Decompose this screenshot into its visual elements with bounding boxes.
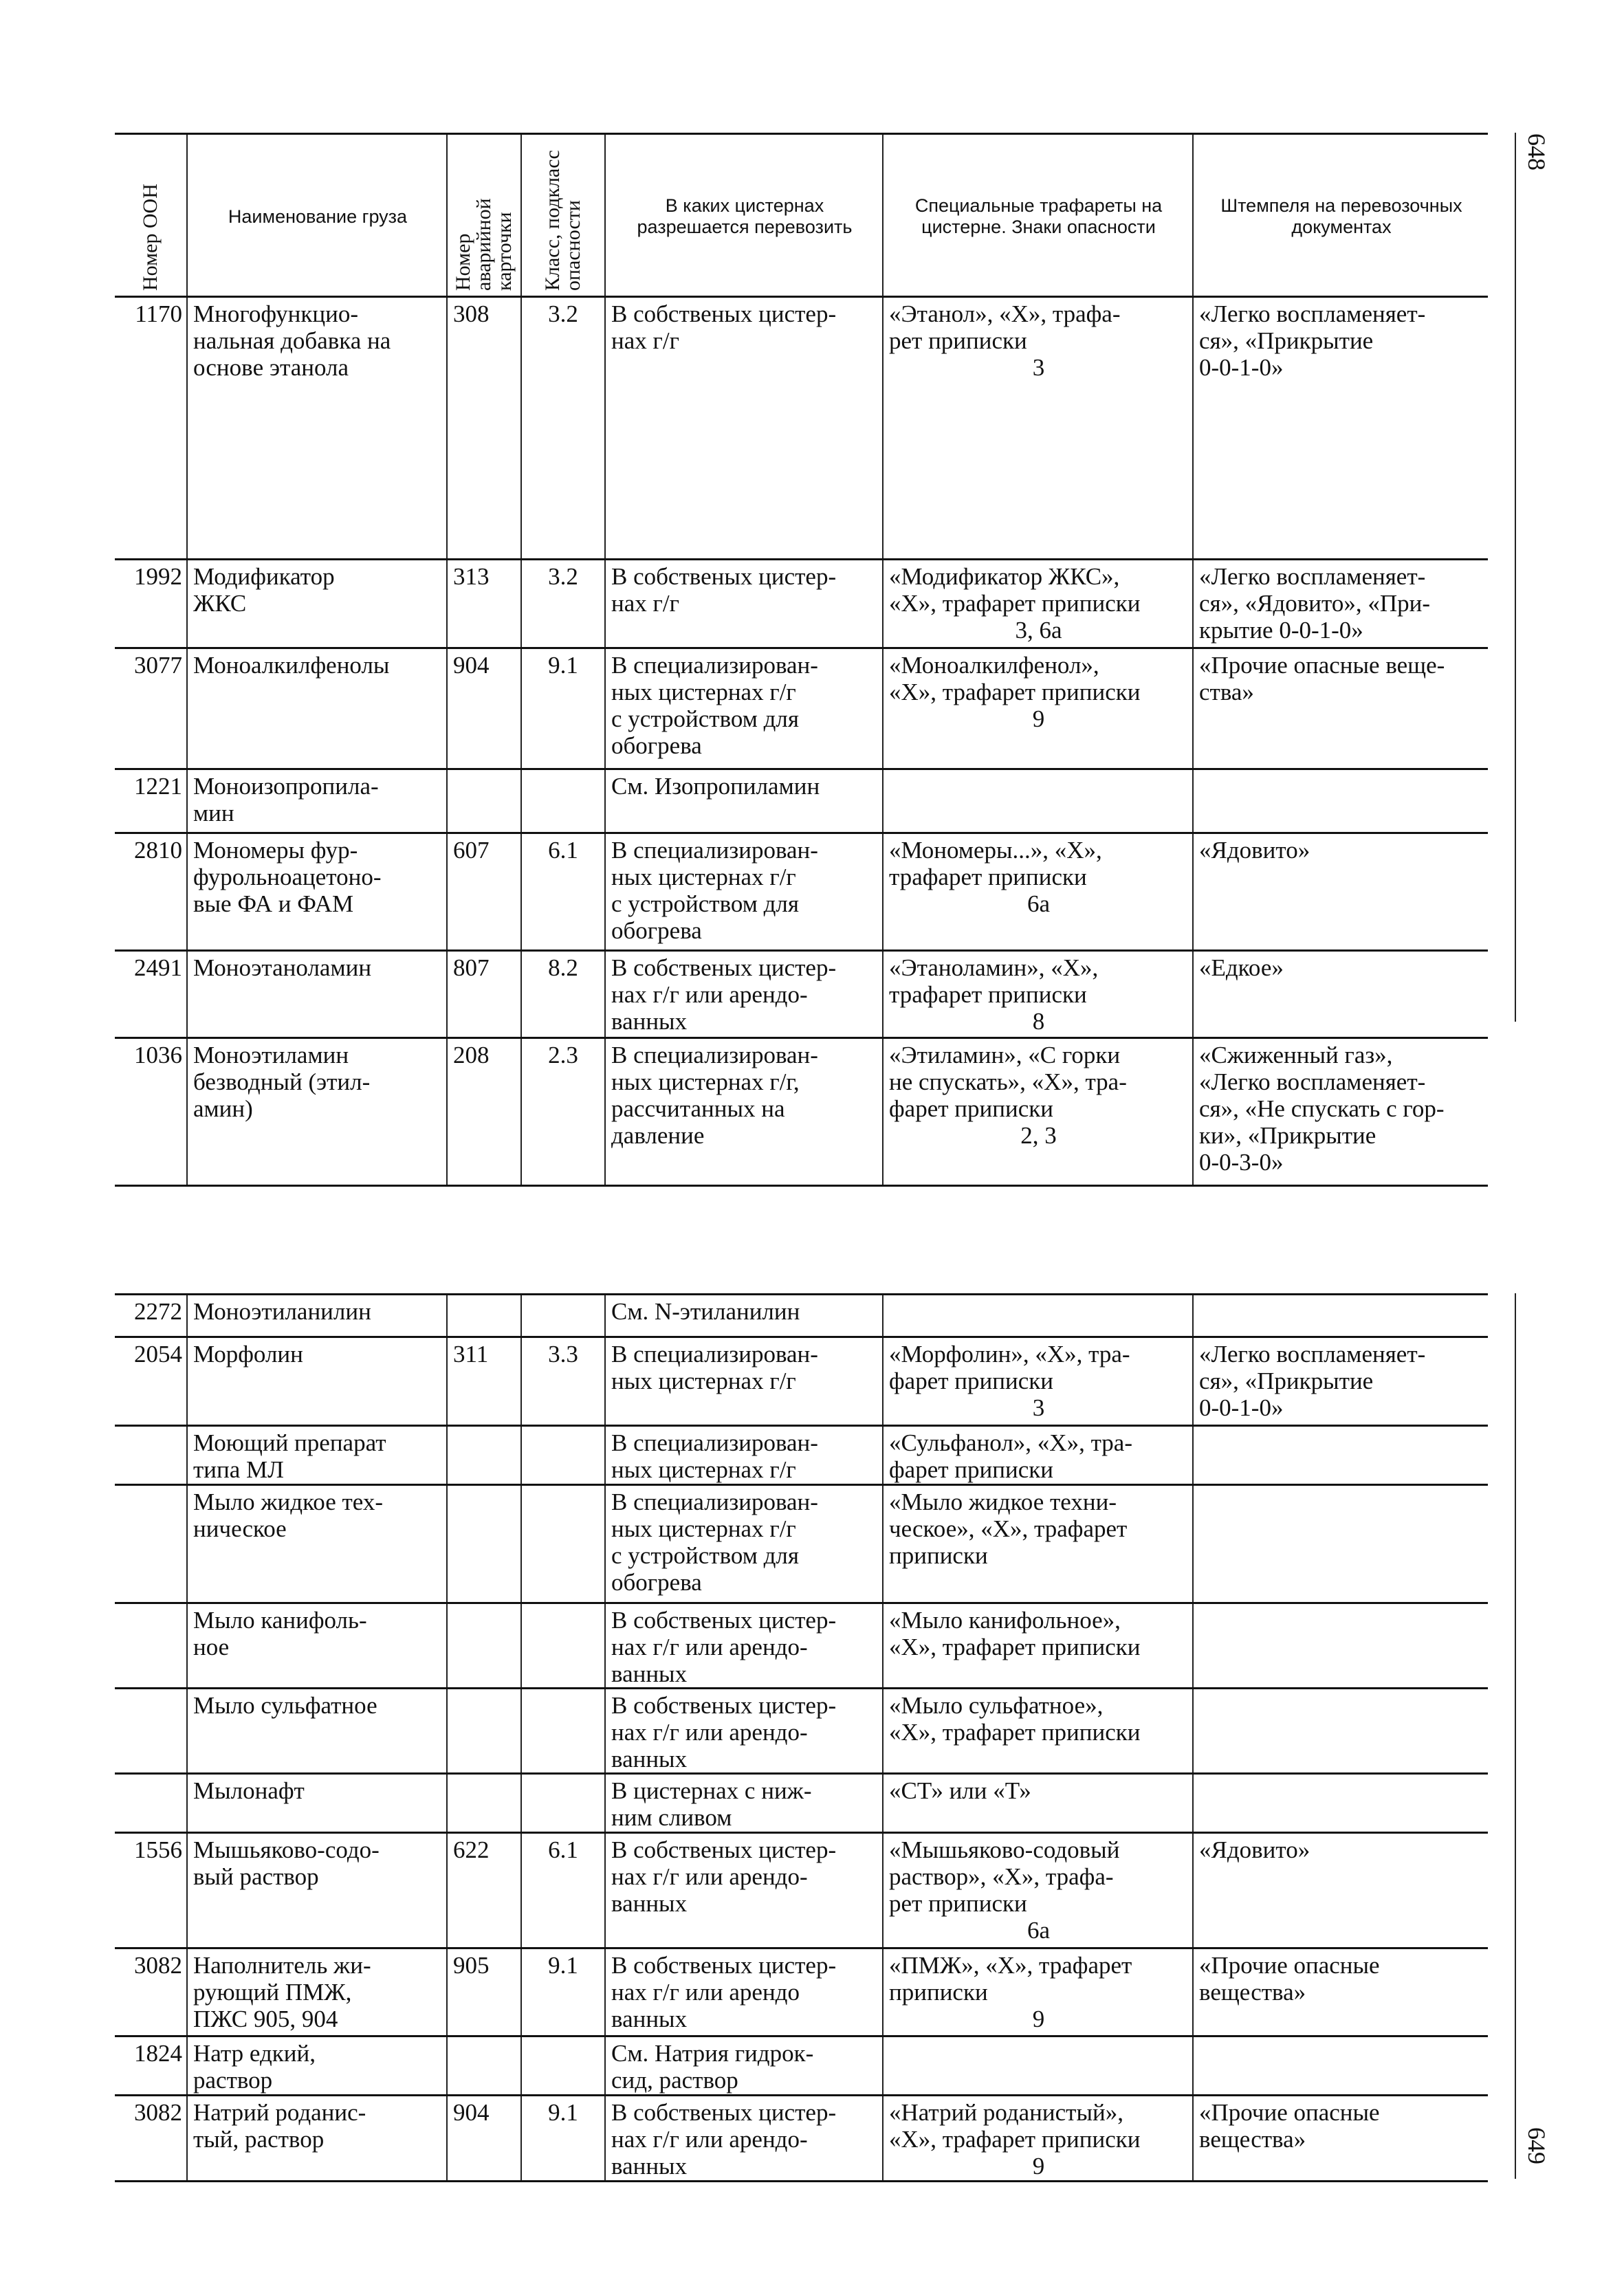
stencil-text: «Мыло канифольное», «Х», трафарет приписки — [889, 1607, 1141, 1660]
cell-stencils — [883, 2036, 1193, 2096]
stencil-text: «Моноалкилфенол», «Х», трафарет приписки — [889, 652, 1141, 705]
cell-hazard-class: 3.3 — [521, 1337, 605, 1426]
margin-rule-top — [1515, 133, 1516, 1022]
cell-tank-types: В специализирован- ных цистернах г/г с устройством для обогрева — [605, 648, 883, 769]
cell-un-number — [115, 1485, 187, 1603]
stencil-text: «Сульфанол», «Х», тра- фарет приписки — [889, 1429, 1132, 1483]
stencil-text: «Морфолин», «Х», тра- фарет приписки — [889, 1341, 1130, 1394]
cell-stamps: «Ядовито» — [1193, 833, 1488, 951]
cell-stamps — [1193, 1295, 1488, 1337]
cell-tank-types: См. N-этиланилин — [605, 1295, 883, 1337]
cell-stencils — [883, 648, 1193, 769]
cell-stamps — [1193, 1774, 1488, 1833]
hazard-sign-number: 9 — [1032, 705, 1045, 732]
cell-emergency-card — [447, 1485, 521, 1603]
cell-hazard-class: 3.2 — [521, 560, 605, 648]
cell-emergency-card: 313 — [447, 560, 521, 648]
cell-un-number: 2491 — [115, 951, 187, 1038]
cell-hazard-class — [521, 1774, 605, 1833]
cell-cargo-name: Мышьяково-содо- вый раствор — [187, 1833, 447, 1948]
cell-un-number: 2054 — [115, 1337, 187, 1426]
cargo-table-top — [115, 133, 1488, 1187]
cell-hazard-class: 2.3 — [521, 1038, 605, 1186]
hazard-sign-number: 9 — [1032, 2006, 1045, 2032]
cell-cargo-name: Моноэтиламин безводный (этил- амин) — [187, 1038, 447, 1186]
cell-tank-types: В собственых цистер- нах г/г — [605, 560, 883, 648]
cell-cargo-name: Многофункцио- нальная добавка на основe этанола — [187, 297, 447, 560]
header-stencils: Специальные трафареты на цистерне. Знаки опасности — [883, 134, 1193, 297]
cell-stencils — [883, 1295, 1193, 1337]
cell-un-number: 1992 — [115, 560, 187, 648]
table-row — [115, 1337, 1488, 1426]
cell-emergency-card — [447, 769, 521, 833]
cell-hazard-class: 6.1 — [521, 1833, 605, 1948]
cell-stencils — [883, 1426, 1193, 1485]
cell-hazard-class — [521, 1689, 605, 1774]
cell-tank-types: В собственых цистер- нах г/г или арендо- ванных — [605, 2096, 883, 2182]
cell-stencils — [883, 560, 1193, 648]
cell-hazard-class: 6.1 — [521, 833, 605, 951]
cell-stencils — [883, 1603, 1193, 1689]
stencil-text: «Этаноламин», «Х», трафарет приписки — [889, 954, 1099, 1008]
cell-stamps: «Едкое» — [1193, 951, 1488, 1038]
cell-emergency-card — [447, 1295, 521, 1337]
cell-cargo-name: Мыло сульфатное — [187, 1689, 447, 1774]
cell-stencils — [883, 951, 1193, 1038]
cell-un-number — [115, 1426, 187, 1485]
cell-cargo-name: Моноизопропила- мин — [187, 769, 447, 833]
cell-emergency-card — [447, 1426, 521, 1485]
table-header-row — [115, 134, 1488, 297]
table-row — [115, 951, 1488, 1038]
cell-emergency-card — [447, 2036, 521, 2096]
table-row — [115, 769, 1488, 833]
cell-stencils — [883, 1948, 1193, 2036]
cell-stencils — [883, 1774, 1193, 1833]
margin-rule-bottom — [1515, 1293, 1516, 2179]
cell-stencils — [883, 833, 1193, 951]
cell-tank-types: В собственых цистер- нах г/г или арендо ванных — [605, 1948, 883, 2036]
cell-stamps — [1193, 1485, 1488, 1603]
cell-tank-types: В собственых цистер- нах г/г или арендо- ванных — [605, 1603, 883, 1689]
header-tank-types: В каких цистернах разрешается перевозить — [605, 134, 883, 297]
table-row — [115, 2036, 1488, 2096]
cell-tank-types: В специализирован- ных цистернах г/г с устройством для обогрева — [605, 1485, 883, 1603]
table-row — [115, 1038, 1488, 1186]
cell-cargo-name: Морфолин — [187, 1337, 447, 1426]
cell-stamps: «Ядовито» — [1193, 1833, 1488, 1948]
cell-tank-types: В специализирован- ных цистернах г/г, рассчитанных на давление — [605, 1038, 883, 1186]
cell-tank-types: См. Натрия гидрок- сид, раствор — [605, 2036, 883, 2096]
cell-emergency-card: 904 — [447, 2096, 521, 2182]
cell-hazard-class — [521, 1426, 605, 1485]
cell-un-number: 2810 — [115, 833, 187, 951]
cell-hazard-class: 9.1 — [521, 2096, 605, 2182]
cell-stamps: «Прочие опасные вещества» — [1193, 1948, 1488, 2036]
hazard-sign-number: 2, 3 — [1020, 1122, 1057, 1149]
cell-hazard-class — [521, 2036, 605, 2096]
header-hazard-class: Класс, подкласс опасности — [521, 134, 605, 297]
cell-stamps: «Легко воспламеняет- ся», «Прикрытие 0-0-1-0» — [1193, 297, 1488, 560]
stencil-text: «Мыло жидкое техни- ческое», «Х», трафарет приписки — [889, 1489, 1128, 1569]
stencil-text: «Этиламин», «С горки не спускать», «Х», тра- фарет приписки — [889, 1042, 1127, 1122]
stencil-text: «Натрий роданистый», «Х», трафарет приписки — [889, 2099, 1141, 2153]
cell-cargo-name: Мыло жидкое тех- ническое — [187, 1485, 447, 1603]
cell-un-number — [115, 1774, 187, 1833]
cell-tank-types: См. Изопропиламин — [605, 769, 883, 833]
cell-cargo-name: Моноалкилфенолы — [187, 648, 447, 769]
cell-emergency-card — [447, 1689, 521, 1774]
table-row — [115, 1948, 1488, 2036]
cell-tank-types: В собственых цистер- нах г/г или арендо- ванных — [605, 1833, 883, 1948]
cell-tank-types: В собственых цистер- нах г/г — [605, 297, 883, 560]
table-row — [115, 1603, 1488, 1689]
header-stamps: Штемпеля на перевозочных документах — [1193, 134, 1488, 297]
cell-stamps — [1193, 769, 1488, 833]
cell-stencils — [883, 769, 1193, 833]
cell-un-number — [115, 1603, 187, 1689]
cell-stamps: «Прочие опасные веще- ства» — [1193, 648, 1488, 769]
cell-hazard-class — [521, 1485, 605, 1603]
cell-hazard-class — [521, 769, 605, 833]
cell-tank-types: В цистернах с ниж- ним сливом — [605, 1774, 883, 1833]
cell-hazard-class: 8.2 — [521, 951, 605, 1038]
cell-stamps: «Легко воспламеняет- ся», «Ядовито», «При- крытие 0-0-1-0» — [1193, 560, 1488, 648]
cell-cargo-name: Моноэтиланилин — [187, 1295, 447, 1337]
cell-un-number: 1824 — [115, 2036, 187, 2096]
cell-cargo-name: Наполнитель жи- рующий ПМЖ, ПЖС 905, 904 — [187, 1948, 447, 2036]
hazard-sign-number: 6а — [1027, 1917, 1051, 1944]
cell-un-number: 2272 — [115, 1295, 187, 1337]
cell-cargo-name: Мылонафт — [187, 1774, 447, 1833]
table-row — [115, 1689, 1488, 1774]
stencil-text: «Мыло сульфатное», «Х», трафарет приписки — [889, 1692, 1141, 1746]
cell-stencils — [883, 1337, 1193, 1426]
cell-stamps: «Прочие опасные вещества» — [1193, 2096, 1488, 2182]
cell-emergency-card — [447, 1603, 521, 1689]
hazard-sign-number: 6а — [1027, 890, 1051, 917]
cell-tank-types: В собственых цистер- нах г/г или арендо- ванных — [605, 1689, 883, 1774]
cell-hazard-class — [521, 1603, 605, 1689]
table-row — [115, 1833, 1488, 1948]
cell-tank-types: В специализирован- ных цистернах г/г с устройством для обогрева — [605, 833, 883, 951]
cell-cargo-name: Моющий препарат типа МЛ — [187, 1426, 447, 1485]
stencil-text: «Модификатор ЖКС», «Х», трафарет приписки — [889, 563, 1141, 617]
cell-tank-types: В специализирован- ных цистернах г/г — [605, 1426, 883, 1485]
page-number-top: 648 — [1523, 133, 1550, 171]
hazard-sign-number: 8 — [1032, 1008, 1045, 1035]
cell-cargo-name: Моноэтаноламин — [187, 951, 447, 1038]
cell-emergency-card: 311 — [447, 1337, 521, 1426]
cell-stamps: «Легко воспламеняет- ся», «Прикрытие 0-0-1-0» — [1193, 1337, 1488, 1426]
cell-emergency-card: 904 — [447, 648, 521, 769]
cell-cargo-name: Натрий роданис- тый, раствор — [187, 2096, 447, 2182]
cell-un-number: 3082 — [115, 1948, 187, 2036]
cell-tank-types: В собственых цистер- нах г/г или арендо- ванных — [605, 951, 883, 1038]
cell-stamps — [1193, 1689, 1488, 1774]
cell-emergency-card: 607 — [447, 833, 521, 951]
cell-un-number — [115, 1689, 187, 1774]
cell-stencils — [883, 1689, 1193, 1774]
cell-hazard-class: 9.1 — [521, 1948, 605, 2036]
cell-stencils — [883, 1485, 1193, 1603]
cell-hazard-class: 9.1 — [521, 648, 605, 769]
cell-stencils — [883, 1038, 1193, 1186]
stencil-text: «СТ» или «Т» — [889, 1777, 1031, 1804]
hazard-sign-number: 3, 6а — [1015, 617, 1062, 644]
table-row — [115, 297, 1488, 560]
cell-stencils — [883, 1833, 1193, 1948]
table-row — [115, 2096, 1488, 2182]
cell-un-number: 3077 — [115, 648, 187, 769]
cell-emergency-card: 905 — [447, 1948, 521, 2036]
cell-un-number: 1556 — [115, 1833, 187, 1948]
cargo-table-bottom — [115, 1293, 1488, 2182]
cell-emergency-card: 308 — [447, 297, 521, 560]
table-row — [115, 1485, 1488, 1603]
cell-cargo-name: Модификатор ЖКС — [187, 560, 447, 648]
stencil-text: «Мышьяково-содовый раствор», «Х», трафа- рет приписки — [889, 1836, 1120, 1917]
cell-un-number: 1036 — [115, 1038, 187, 1186]
table-row — [115, 560, 1488, 648]
cell-stencils — [883, 2096, 1193, 2182]
header-cargo-name: Наименование груза — [187, 134, 447, 297]
cell-cargo-name: Натр едкий, раствор — [187, 2036, 447, 2096]
stencil-text: «Мономеры...», «Х», трафарет приписки — [889, 837, 1102, 890]
cell-tank-types: В специализирован- ных цистернах г/г — [605, 1337, 883, 1426]
cell-stamps — [1193, 2036, 1488, 2096]
hazard-sign-number: 3 — [1032, 354, 1045, 381]
table-row — [115, 1426, 1488, 1485]
stencil-text: «ПМЖ», «Х», трафарет приписки — [889, 1952, 1132, 2006]
table-row — [115, 648, 1488, 769]
cell-stamps — [1193, 1603, 1488, 1689]
cell-un-number: 1170 — [115, 297, 187, 560]
cell-stamps: «Сжиженный газ», «Легко воспламеняет- ся», «Не спускать с гор- ки», «Прикрытие 0-0-3-0» — [1193, 1038, 1488, 1186]
cell-cargo-name: Мыло канифоль- ное — [187, 1603, 447, 1689]
cell-un-number: 1221 — [115, 769, 187, 833]
cell-emergency-card: 622 — [447, 1833, 521, 1948]
table-row — [115, 1295, 1488, 1337]
hazard-sign-number: 9 — [1032, 2153, 1045, 2179]
cell-hazard-class: 3.2 — [521, 297, 605, 560]
cell-stamps — [1193, 1426, 1488, 1485]
cell-emergency-card — [447, 1774, 521, 1833]
stencil-text: «Этанол», «Х», трафа- рет приписки — [889, 300, 1121, 354]
cell-cargo-name: Мономеры фур- фурольноацетоно- вые ФА и ФАМ — [187, 833, 447, 951]
cell-emergency-card: 807 — [447, 951, 521, 1038]
cell-un-number: 3082 — [115, 2096, 187, 2182]
cell-emergency-card: 208 — [447, 1038, 521, 1186]
cell-hazard-class — [521, 1295, 605, 1337]
header-emergency-card: Номер аварийной карточки — [447, 134, 521, 297]
cell-stencils — [883, 297, 1193, 560]
table-row — [115, 833, 1488, 951]
table-row — [115, 1774, 1488, 1833]
hazard-sign-number: 3 — [1032, 1394, 1045, 1421]
header-un-number: Номер ООН — [115, 134, 187, 297]
page-number-bottom: 649 — [1523, 2127, 1550, 2164]
